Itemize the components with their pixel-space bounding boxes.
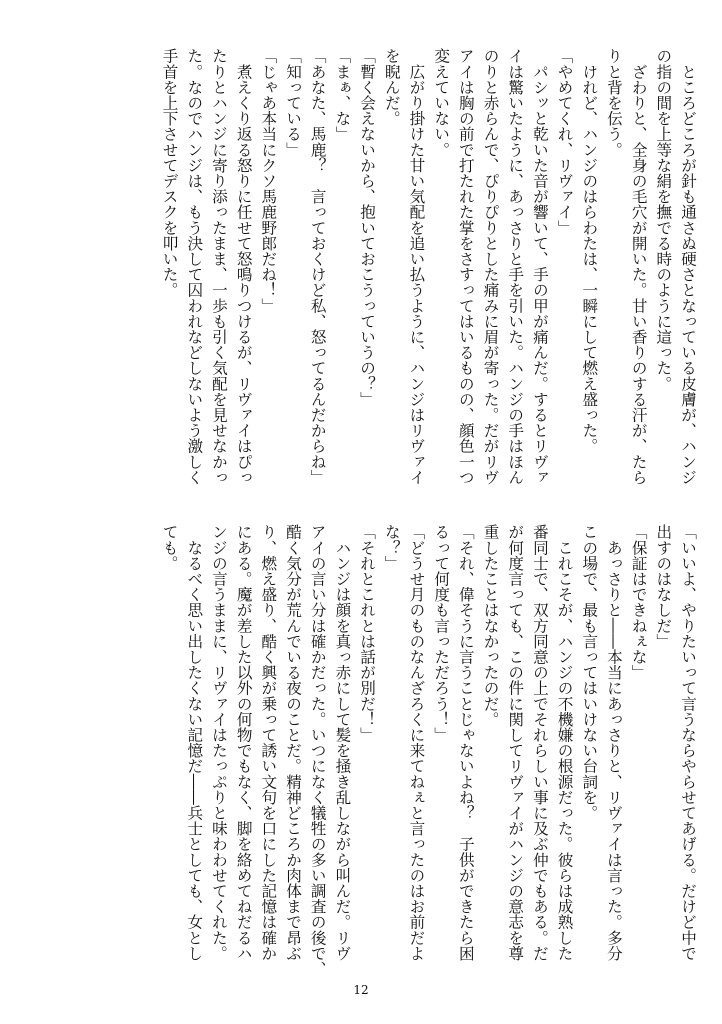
text-line: 「じゃあ本当にクソ馬鹿野郎だね！」 — [259, 48, 278, 314]
text-line: イは驚いたように、あっさりと手を引いた。ハンジの手はほん — [506, 48, 525, 485]
text-line: た。なのでハンジは、もう決して囚われなどしないよう激しく — [185, 48, 204, 485]
text-line: 「保証はできねぇな」 — [629, 524, 648, 680]
text-line: この場で、最も言ってはいけない台詞を。 — [580, 524, 599, 821]
text-block-bottom — [157, 524, 700, 977]
text-line: 手首を上下させてデスクを叩いた。 — [160, 48, 179, 298]
text-line: り、燃え盛り、酷く興が乗って誘い文句を口にした記憶は確か — [259, 524, 278, 961]
text-line: ンジの言うままに、リヴァイはたっぷりと味わわせてくれた。 — [209, 524, 228, 961]
text-line: 「いいよ、やりたいって言うならやらせてあげる。だけど中で — [679, 524, 697, 961]
text-line: りと背を伝う。 — [604, 48, 623, 158]
text-line: ところどころが針も通さぬ硬さとなっている皮膚が、ハンジ — [679, 48, 697, 485]
text-line: が何度言っても、この件に関してリヴァイがハンジの意志を尊 — [506, 524, 525, 961]
text-line: なるべく思い出したくない記憶だ――兵士としても、女とし — [185, 524, 204, 961]
text-line: の指の間を上等な絹を撫でる時のように這った。 — [654, 48, 673, 392]
text-line: るって何度も言っただろう！」 — [432, 524, 451, 743]
page-number: 12 — [353, 983, 369, 997]
text-line: ざわりと、全身の毛穴が開いた。甘い香りのする汗が、たら — [629, 48, 648, 485]
text-line: 「あなた、馬鹿？ 言っておくけど私、怒ってるんだからね」 — [308, 48, 327, 485]
text-line: な？」 — [382, 524, 401, 571]
text-line: 「それとこれとは話が別だ！」 — [358, 524, 377, 743]
text-line: これこそが、ハンジの不機嫌の根源だった。彼らは成熟した — [555, 524, 574, 961]
text-line: 煮えくり返る怒りに任せて怒鳴りつけるが、リヴァイはぴっ — [234, 48, 253, 485]
text-line: 「知っている」 — [284, 48, 302, 158]
text-line: 「それ、偉そうに言うことじゃないよね？ 子供ができたら困 — [456, 524, 475, 961]
text-line: パシッと乾いた音が響いて、手の甲が痛んだ。するとリヴァ — [530, 48, 549, 485]
text-line: 番同士で、双方同意の上でそれらしい事に及ぶ仲でもある。だ — [530, 524, 549, 961]
text-block-top — [157, 48, 700, 488]
text-line: にある。魔が差した以外の何物でもなく、脚を絡めてねだるハ — [234, 524, 253, 961]
text-line: アイの言い分は確かだった。いつになく犠牲の多い調査の後で、 — [308, 524, 327, 977]
text-line: ハンジは顔を真っ赤にして髪を掻き乱しながら叫んだ。リヴ — [333, 524, 352, 961]
text-line: 変えていない。 — [432, 48, 451, 158]
text-line: 重したことはなかったのだ。 — [481, 524, 500, 727]
text-line: 「まぁ、な」 — [333, 48, 352, 142]
text-line: 「やめてくれ、リヴァイ」 — [555, 48, 574, 236]
text-line: 酷く気分が荒んでいる夜のことだ。精神どころか肉体まで昂ぶ — [284, 524, 302, 961]
text-line: を睨んだ。 — [382, 48, 401, 126]
text-line: あっさりと――本当にあっさりと、リヴァイは言った。多分 — [604, 524, 623, 961]
text-line: 出すのはなしだ」 — [654, 524, 673, 649]
text-line: のりと赤らんで、ぴりぴりとした痛みに眉が寄った。だがリヴ — [481, 48, 500, 485]
text-line: けれど、ハンジのはらわたは、一瞬にして燃え盛った。 — [580, 48, 599, 454]
text-line: たりとハンジに寄り添ったまま、一歩も引く気配を見せなかっ — [209, 48, 228, 485]
text-line: 「どうせ月のものなんざろくに来てねぇと言ったのはお前だよ — [407, 524, 426, 961]
text-line: 広がり掛けた甘い気配を追い払うように、ハンジはリヴァイ — [407, 48, 426, 485]
text-line: アイは胸の前で打たれた掌をさすってはいるものの、顔色一つ — [456, 48, 475, 485]
text-line: 「暫く会えないから、抱いておこうっていうの？」 — [358, 48, 377, 407]
text-line: ても。 — [160, 524, 179, 571]
